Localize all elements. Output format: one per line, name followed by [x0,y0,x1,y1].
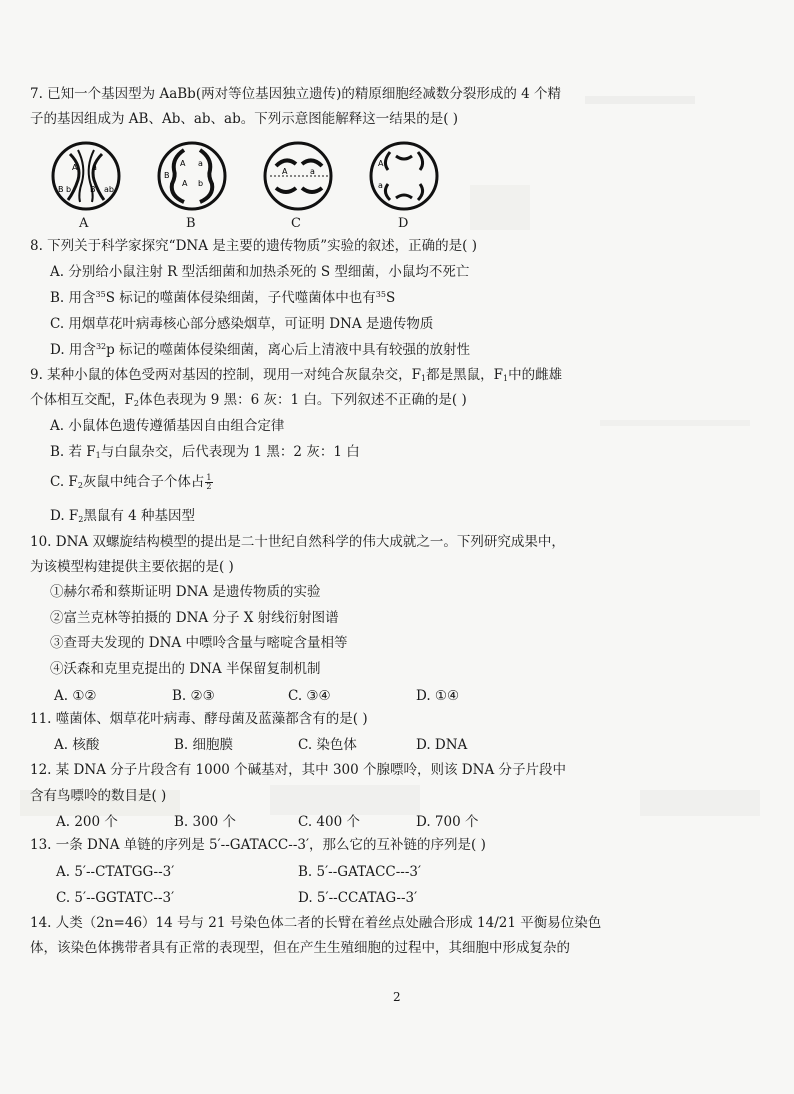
q7-diagrams [48,136,448,230]
svg-text:a: a [310,167,315,176]
svg-text:A: A [282,167,288,176]
q9-option-b: B. 若 $F_1$与白鼠杂交，后代表现为 1 黑：2 灰：1 白 [50,444,360,460]
svg-text:A: A [180,159,186,168]
svg-text:ab: ab [104,185,114,194]
q10-item-2: ②富兰克林等拍摄的 DNA 分子 X 射线衍射图谱 [50,610,339,626]
q8-option-c: C. 用烟草花叶病毒核心部分感染烟草，可证明 DNA 是遗传物质 [50,316,434,332]
q8-option-a: A. 分别给小鼠注射 R 型活细菌和加热杀死的 S 型细菌，小鼠均不死亡 [50,264,470,280]
q9-option-d: D. $F_2$黑鼠有 4 种基因型 [50,508,196,524]
q12-stem-line1: 12. 某 DNA 分子片段含有 1000 个碱基对，其中 300 个腺嘌呤，则该 DNA 分子片段中 [30,762,566,778]
diagram-label-d: D [398,216,409,231]
cell-diagram-a [48,136,128,216]
q11-option-a: A. 核酸 [54,737,100,753]
q9-stem-line1: 9. 某种小鼠的体色受两对基因的控制，现用一对纯合灰鼠杂交，$F_1$都是黑鼠，$F_1$中的雌雄 [30,367,563,383]
q10-option-c: C. ③④ [288,688,331,704]
q12-option-a: A. 200 个 [56,814,118,830]
q8-stem: 8. 下列关于科学家探究“DNA 是主要的遗传物质”实验的叙述，正确的是( ) [30,238,477,254]
page-number: 2 [393,990,401,1004]
q10-option-a: A. ①② [54,688,97,704]
q8-option-d: D. 用含$^{32}$p 标记的噬菌体侵染细菌，离心后上清液中具有较强的放射性 [50,342,471,358]
q12-option-b: B. 300 个 [174,814,237,830]
q10-item-1: ①赫尔希和蔡斯证明 DNA 是遗传物质的实验 [50,584,321,600]
bleed-through-mark [585,96,695,104]
q10-option-d: D. ①④ [416,688,460,704]
q13-option-b: B. 5′--GATACC---3′ [298,864,422,880]
svg-text:A: A [72,163,78,172]
bleed-through-mark [270,785,420,815]
q10-item-4: ④沃森和克里克提出的 DNA 半保留复制机制 [50,661,321,677]
svg-text:B: B [90,185,96,194]
q7-stem-line1: 7. 已知一个基因型为 AaBb(两对等位基因独立遗传)的精原细胞经减数分裂形成的 4 个精 [30,86,562,102]
q14-stem-line2: 体，该染色体携带者具有正常的表现型，但在产生生殖细胞的过程中，其细胞中形成复杂的 [30,940,570,956]
svg-text:a: a [198,159,203,168]
svg-text:a: a [378,181,383,190]
q13-option-a: A. 5′--CTATGG--3′ [56,864,175,880]
q7-stem-line2: 子的基因组成为 AB、Ab、ab、ab。下列示意图能解释这一结果的是( ) [30,111,459,127]
cell-diagram-b [154,136,234,216]
q8-option-b: B. 用含$^{35}$S 标记的噬菌体侵染细菌，子代噬菌体中也有$^{35}$S [50,290,396,306]
q12-option-c: C. 400 个 [298,814,360,830]
bleed-through-mark [600,420,750,426]
svg-text:A: A [182,179,188,188]
svg-text:a: a [92,163,97,172]
q10-option-b: B. ②③ [172,688,215,704]
diagram-label-b: B [186,216,196,231]
q12-option-d: D. 700 个 [416,814,479,830]
q11-option-d: D. DNA [416,737,468,753]
q9-stem-line2: 个体相互交配，$F_2$体色表现为 9 黑：6 灰：1 白。下列叙述不正确的是( ) [30,392,467,408]
q12-stem-line2: 含有鸟嘌呤的数目是( ) [30,788,167,804]
q9-option-a: A. 小鼠体色遗传遵循基因自由组合定律 [50,418,285,434]
q13-stem: 13. 一条 DNA 单链的序列是 5′--GATACC--3′，那么它的互补链的序列是( ) [30,837,486,853]
q11-option-b: B. 细胞膜 [174,737,234,753]
bleed-through-mark [470,185,530,230]
svg-text:B: B [58,185,64,194]
svg-text:b: b [66,185,72,194]
q10-stem-line2: 为该模型构建提供主要依据的是( ) [30,559,234,575]
cell-diagram-d [366,136,446,216]
q11-stem: 11. 噬菌体、烟草花叶病毒、酵母菌及蓝藻都含有的是( ) [30,711,368,727]
bleed-through-mark [640,790,760,816]
diagram-label-a: A [79,216,89,231]
q10-stem-line1: 10. DNA 双螺旋结构模型的提出是二十世纪自然科学的伟大成就之一。下列研究成果中， [30,534,565,550]
q14-stem-line1: 14. 人类（2n=46）14 号与 21 号染色体二者的长臂在着丝点处融合形成 14/21 平衡易位染色 [30,915,602,931]
diagram-label-c: C [291,216,301,231]
cell-diagram-c [260,136,340,216]
svg-text:B: B [164,171,170,180]
q10-item-3: ③查哥夫发现的 DNA 中嘌呤含量与嘧啶含量相等 [50,635,348,651]
fraction-one-half: $\frac{1}{2}$ [206,473,212,491]
q13-option-c: C. 5′--GGTATC--3′ [56,890,175,906]
q11-option-c: C. 染色体 [298,737,357,753]
q9-option-c: C. $F_2$灰鼠中纯合子个体占 $\frac{1}{2}$ [50,473,212,491]
q13-option-d: D. 5′--CCATAG--3′ [298,890,418,906]
svg-text:A: A [378,159,384,168]
svg-text:b: b [198,179,204,188]
